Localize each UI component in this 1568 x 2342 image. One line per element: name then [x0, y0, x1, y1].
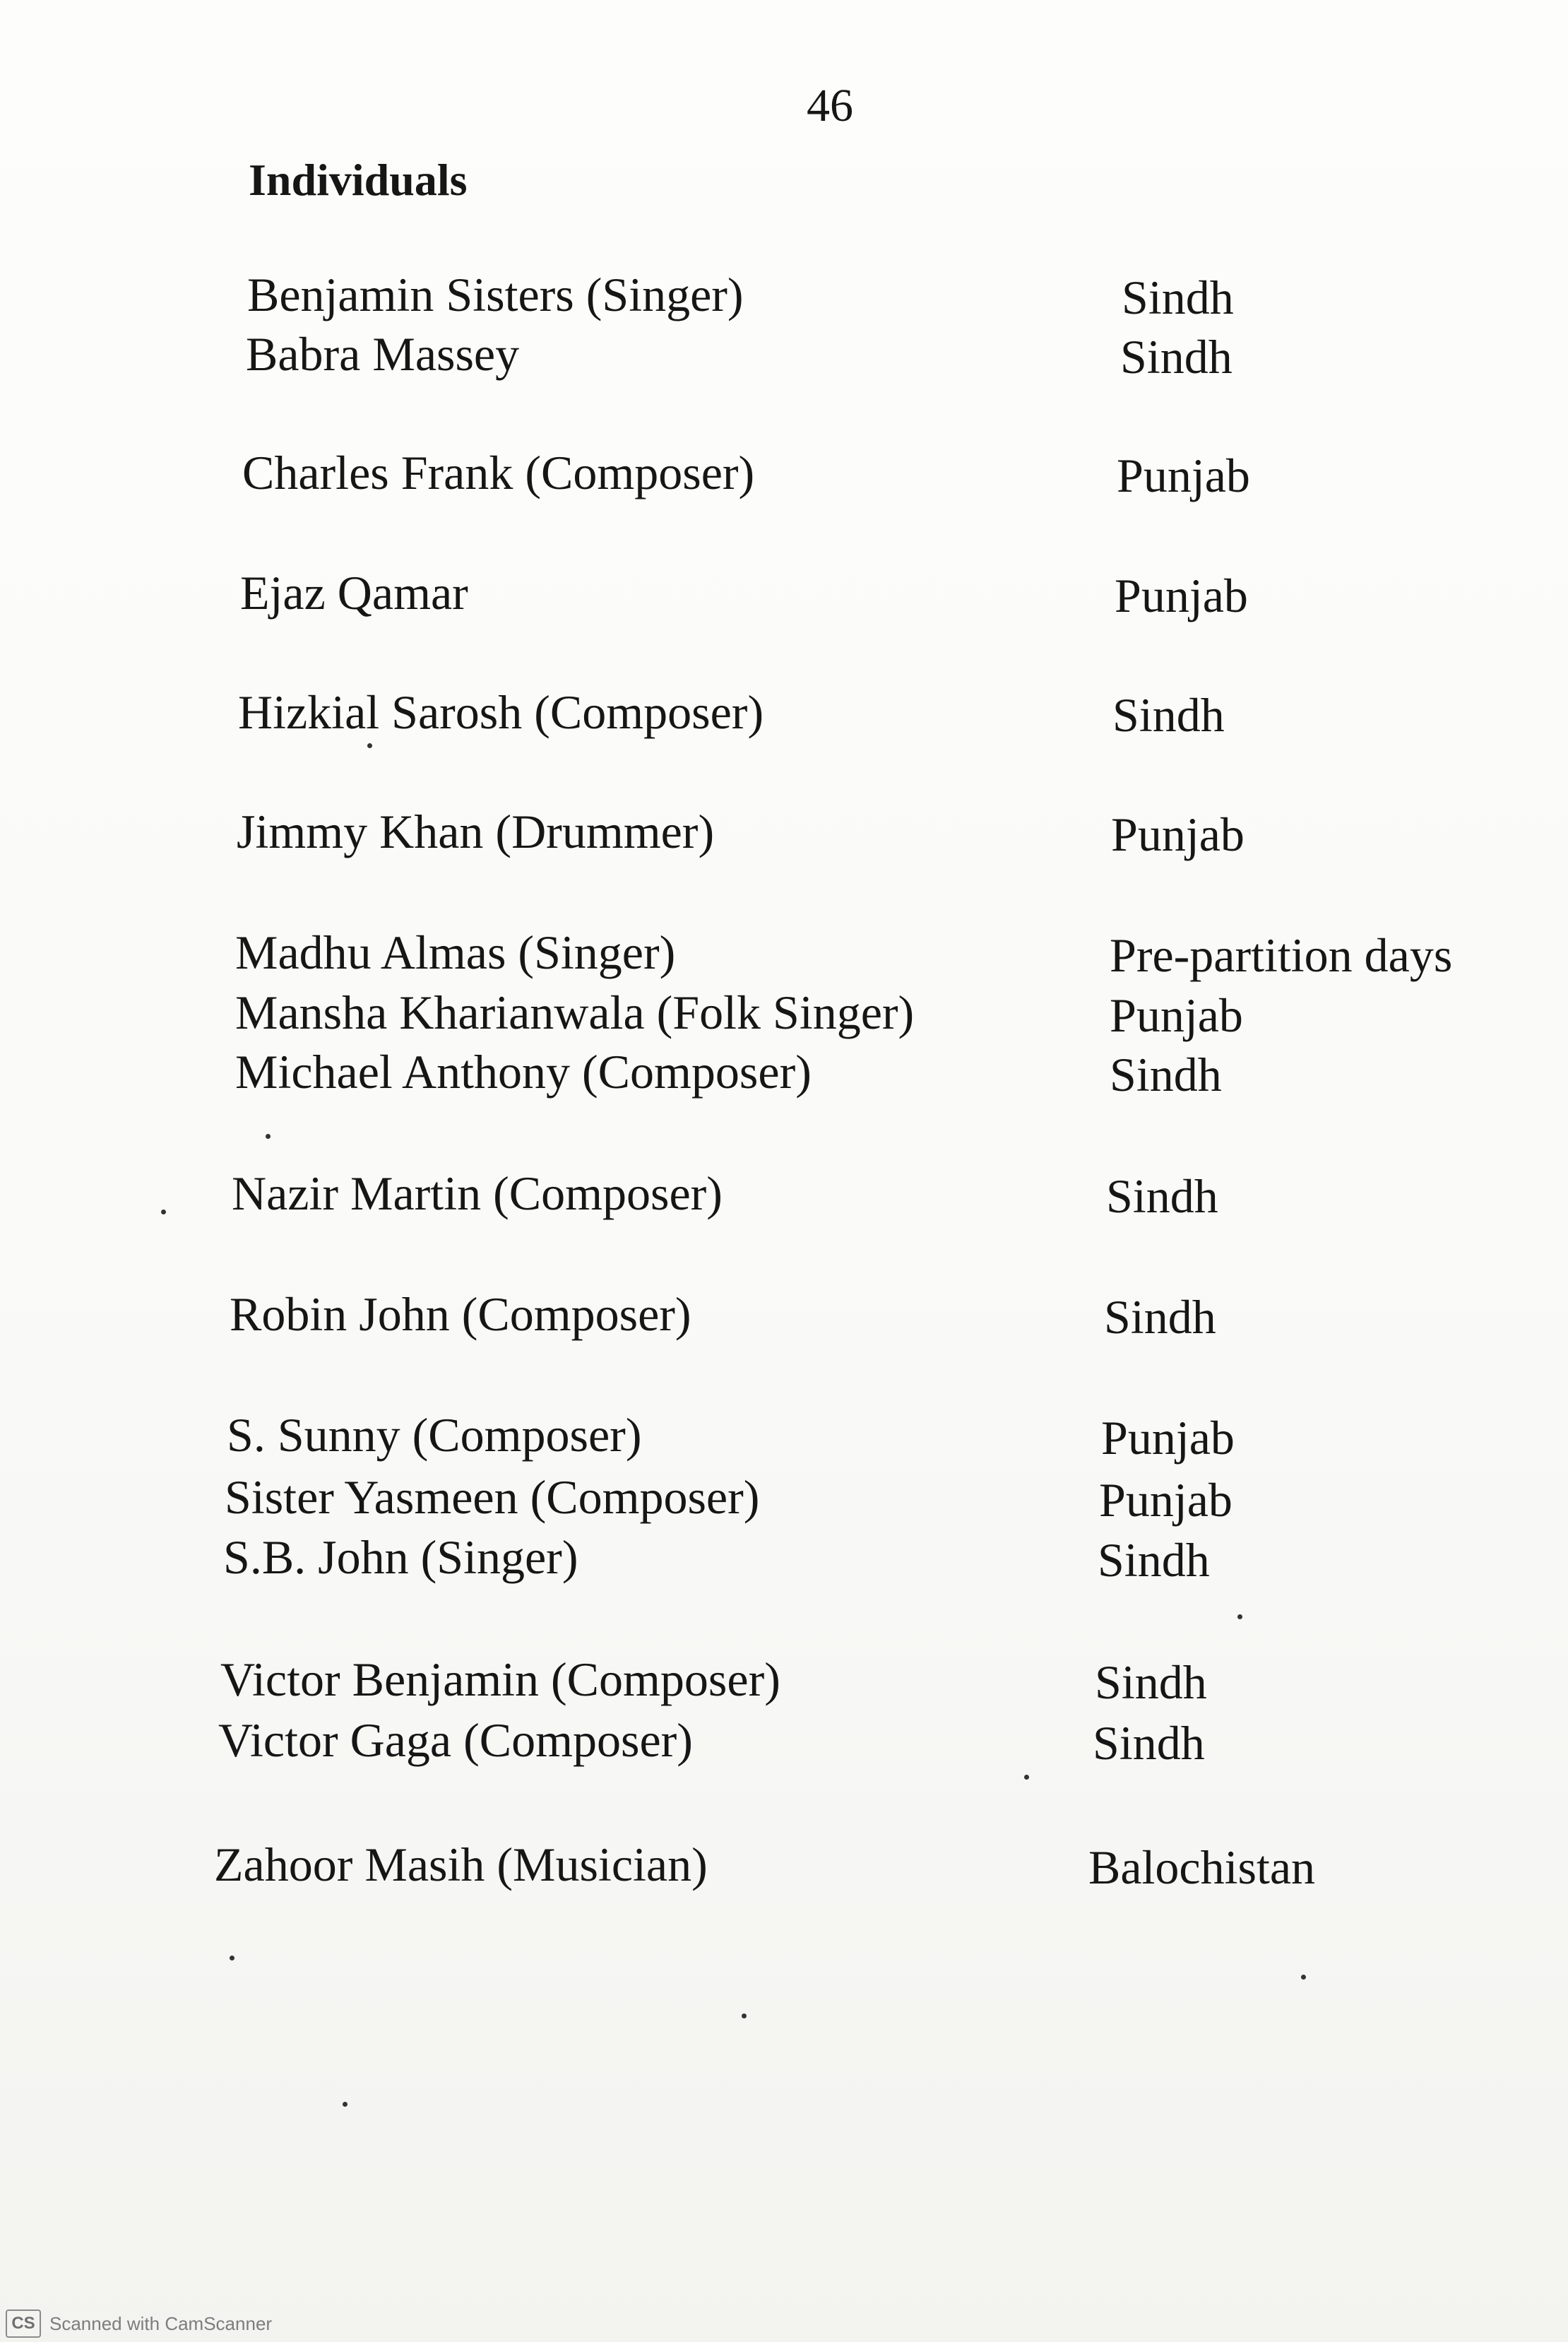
list-item	[225, 1469, 1568, 1529]
entry-region: Sindh	[1112, 688, 1225, 742]
scan-speck	[266, 1134, 271, 1139]
entry-name: Victor Benjamin (Composer)	[220, 1652, 780, 1706]
camscanner-logo-icon: CS	[6, 2310, 41, 2338]
entry-name: S.B. John (Singer)	[223, 1530, 578, 1584]
entry-region: Punjab	[1117, 449, 1250, 502]
list-item	[218, 1713, 1568, 1772]
list-item	[235, 925, 1568, 984]
scan-speck	[742, 2013, 747, 2018]
page-number: 46	[807, 80, 853, 131]
list-item	[242, 445, 1568, 504]
entry-name: Benjamin Sisters (Singer)	[247, 268, 744, 321]
camscanner-label: Scanned with CamScanner	[49, 2312, 273, 2334]
entry-region: Balochistan	[1088, 1840, 1316, 1894]
list-item	[247, 267, 1568, 326]
list-item	[230, 1287, 1568, 1346]
scan-speck	[1237, 1614, 1242, 1619]
entry-region: Sindh	[1120, 330, 1233, 384]
entry-name: Zahoor Masih (Musician)	[214, 1838, 708, 1891]
entry-name: Sister Yasmeen (Composer)	[225, 1470, 760, 1524]
list-item	[220, 1652, 1568, 1711]
entry-name: Hizkial Sarosh (Composer)	[238, 685, 764, 739]
entry-name: Victor Gaga (Composer)	[218, 1713, 693, 1767]
list-item	[232, 1166, 1568, 1225]
entry-name: Nazir Martin (Composer)	[232, 1166, 723, 1220]
entry-name: Mansha Kharianwala (Folk Singer)	[235, 986, 915, 1039]
entry-region: Sindh	[1110, 1048, 1222, 1101]
list-item	[214, 1837, 1568, 1896]
entry-region: Sindh	[1122, 271, 1234, 324]
entry-region: Punjab	[1111, 808, 1245, 861]
list-item	[237, 804, 1568, 863]
list-item	[246, 326, 1568, 386]
entry-name: Babra Massey	[246, 327, 520, 381]
list-item	[235, 985, 1568, 1044]
entry-name: Madhu Almas (Singer)	[235, 925, 676, 979]
section-heading: Individuals	[249, 155, 468, 205]
entry-region: Sindh	[1106, 1169, 1218, 1223]
entry-region: Punjab	[1115, 569, 1248, 622]
scan-speck	[230, 1956, 234, 1960]
entry-name: Charles Frank (Composer)	[242, 446, 755, 499]
entry-region: Pre-partition days	[1110, 928, 1453, 982]
entry-name: Ejaz Qamar	[240, 566, 468, 620]
entry-region: Sindh	[1104, 1290, 1216, 1344]
list-item	[238, 685, 1568, 744]
list-item	[227, 1407, 1568, 1467]
entry-region: Sindh	[1098, 1533, 1210, 1587]
list-item	[235, 1044, 1568, 1104]
scan-speck	[161, 1210, 166, 1214]
camscanner-stamp	[0, 2305, 272, 2342]
entry-name: S. Sunny (Composer)	[227, 1408, 642, 1462]
scan-speck	[367, 743, 372, 748]
entry-region: Punjab	[1110, 988, 1243, 1042]
entry-region: Sindh	[1095, 1655, 1207, 1709]
entry-name: Robin John (Composer)	[230, 1287, 691, 1341]
entry-name: Jimmy Khan (Drummer)	[237, 805, 715, 858]
list-item	[223, 1530, 1568, 1589]
entry-region: Punjab	[1101, 1411, 1235, 1465]
scan-speck	[1024, 1775, 1029, 1780]
scan-speck	[1301, 1975, 1306, 1980]
scan-speck	[343, 2102, 348, 2107]
list-item	[240, 565, 1568, 625]
entry-region: Punjab	[1099, 1473, 1233, 1527]
entry-name: Michael Anthony (Composer)	[235, 1045, 812, 1099]
entry-region: Sindh	[1093, 1716, 1205, 1770]
